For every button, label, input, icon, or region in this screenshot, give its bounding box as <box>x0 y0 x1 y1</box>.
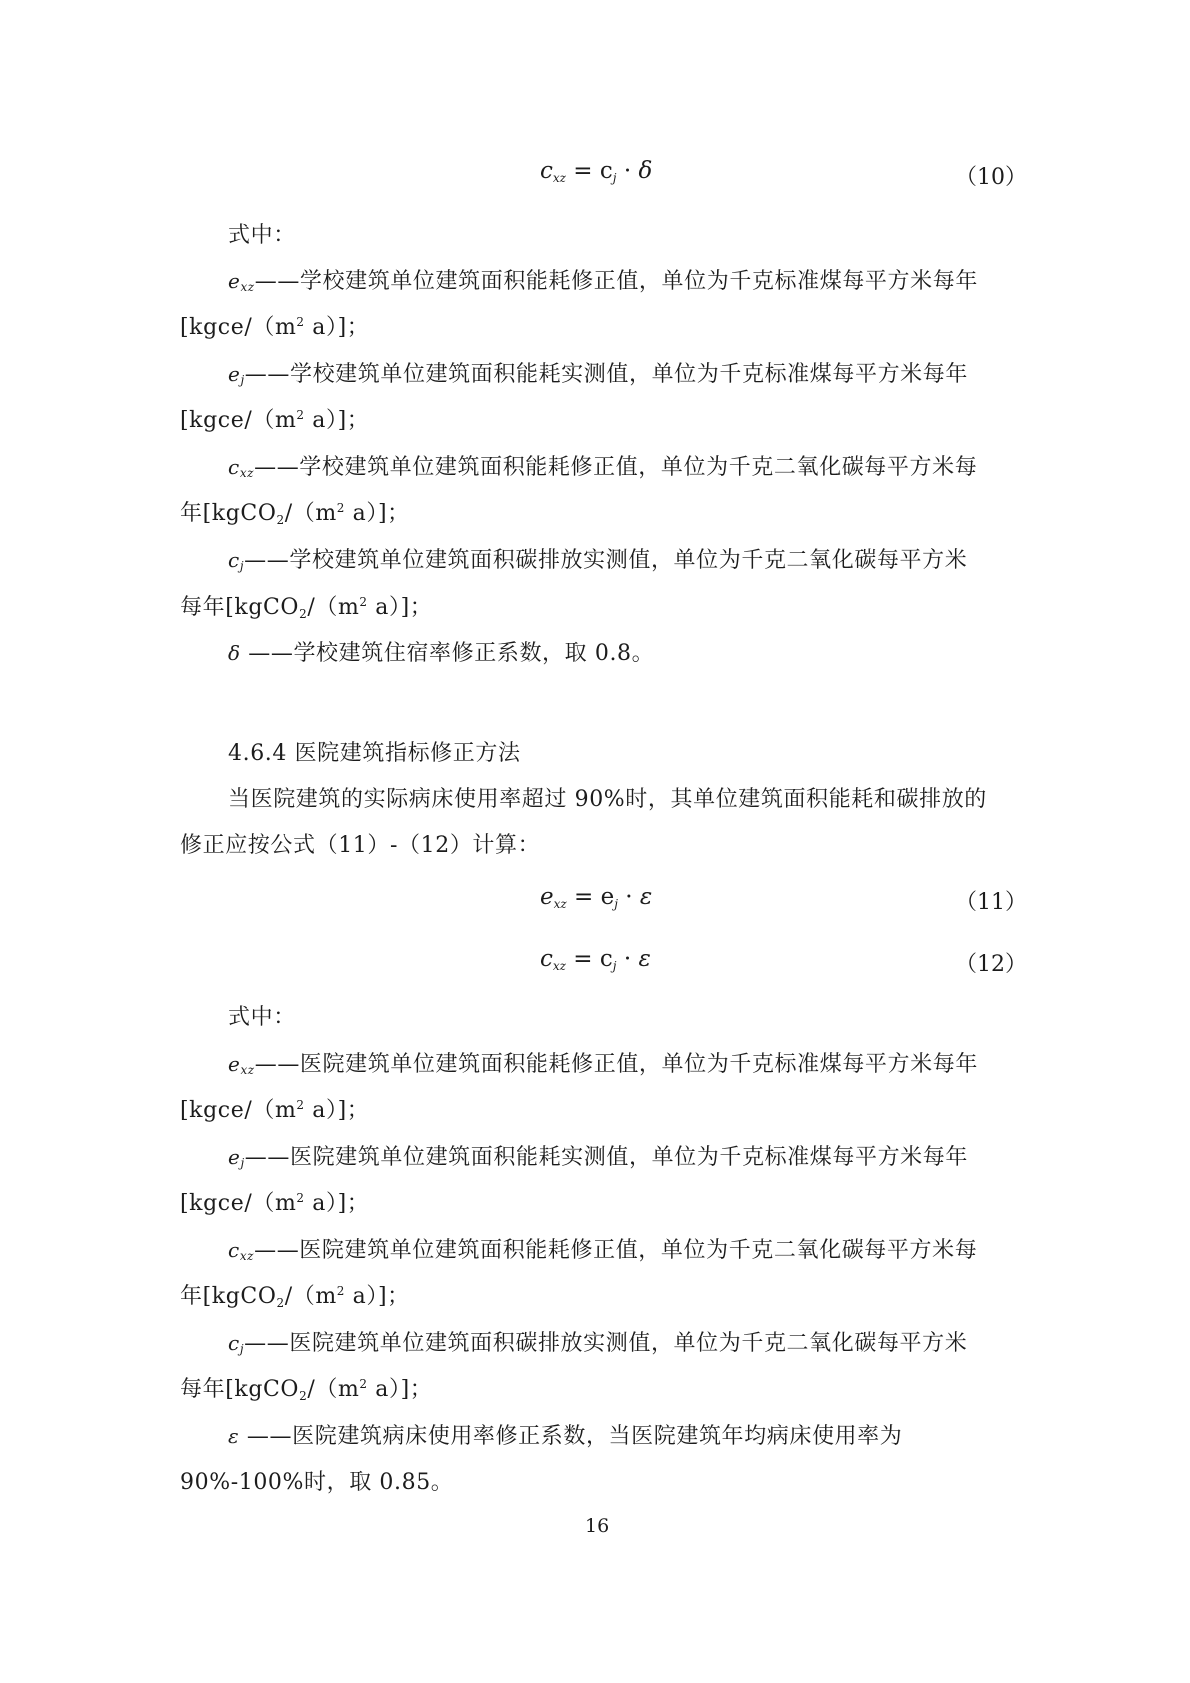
symbol <box>228 1145 245 1169</box>
symbol-sub: j <box>240 373 245 387</box>
eq-factor: ε <box>639 884 653 910</box>
unit-sup: 2 <box>296 1098 305 1112</box>
symbol-sub: xz <box>240 280 255 294</box>
definition-text: ——医院建筑单位建筑面积碳排放实测值，单位为千克二氧化碳每平方米 <box>244 1331 968 1356</box>
eq-dot: · <box>623 946 632 972</box>
unit-sub: 2 <box>299 607 308 621</box>
eq-rhs-sub: j <box>612 959 617 973</box>
unit-sup: 2 <box>296 1191 305 1205</box>
definition-text: ——学校建筑单位建筑面积能耗修正值，单位为千克二氧化碳每平方米每 <box>254 455 978 480</box>
definition-e-xz-school <box>228 264 978 295</box>
definition-text: ——学校建筑单位建筑面积能耗实测值，单位为千克标准煤每平方米每年 <box>244 362 968 387</box>
section-paragraph-line-1: 当医院建筑的实际病床使用率超过 90%时，其单位建筑面积能耗和碳排放的 <box>228 787 987 812</box>
equation-12 <box>540 946 651 973</box>
unit-part: a）]； <box>345 1284 410 1309</box>
symbol <box>228 1052 255 1076</box>
symbol <box>228 1238 254 1262</box>
unit-part: /（m <box>284 501 337 526</box>
unit-sup: 2 <box>296 315 305 329</box>
symbol-letter: e <box>228 269 241 293</box>
eq-lhs: e <box>540 884 554 910</box>
section-paragraph-line-2: 修正应按公式（11）-（12）计算： <box>180 833 541 858</box>
unit-part: a）]； <box>304 408 370 433</box>
where-label: 式中： <box>228 1005 296 1030</box>
page-number: 16 <box>585 1515 610 1537</box>
symbol-sub: j <box>239 559 245 573</box>
unit-sub: 2 <box>276 513 285 527</box>
unit-line <box>180 496 410 527</box>
definition-text: ——医院建筑单位建筑面积能耗修正值，单位为千克二氧化碳每平方米每 <box>254 1238 978 1263</box>
definition-text: ——学校建筑单位建筑面积碳排放实测值，单位为千克二氧化碳每平方米 <box>244 548 968 573</box>
definition-c-j-school <box>228 543 967 574</box>
symbol-letter: c <box>228 1331 240 1355</box>
symbol <box>228 269 255 293</box>
unit-part: 每年[kgCO <box>180 595 300 620</box>
definition-e-j-hospital <box>228 1140 968 1171</box>
eq-lhs: c <box>540 158 553 184</box>
equation-11 <box>540 884 652 911</box>
definition-text: ——医院建筑单位建筑面积能耗修正值，单位为千克标准煤每平方米每年 <box>254 1052 978 1077</box>
eq-factor: ε <box>638 946 651 972</box>
unit-sup: 2 <box>359 595 368 609</box>
eq-rhs-sub: j <box>614 897 618 911</box>
eq-lhs-sub: xz <box>553 897 567 911</box>
symbol-letter: c <box>228 548 240 572</box>
unit-part: 年[kgCO <box>180 501 277 526</box>
unit-part: 年[kgCO <box>180 1284 277 1309</box>
symbol-sub: xz <box>239 466 255 480</box>
symbol: δ <box>228 641 241 665</box>
definition-text: ——学校建筑单位建筑面积能耗修正值，单位为千克标准煤每平方米每年 <box>254 269 978 294</box>
definition-text: ——医院建筑单位建筑面积能耗实测值，单位为千克标准煤每平方米每年 <box>244 1145 968 1170</box>
unit-part: 每年[kgCO <box>180 1377 300 1402</box>
unit-line <box>180 1093 369 1124</box>
unit-part: a）]； <box>345 501 410 526</box>
symbol <box>228 548 244 572</box>
symbol <box>228 362 245 386</box>
symbol-sub: j <box>240 1156 245 1170</box>
eq-dot: · <box>623 158 632 184</box>
symbol-sub: xz <box>240 1063 255 1077</box>
unit-part: a）]； <box>304 1191 370 1216</box>
eq-lhs-sub: xz <box>552 959 566 973</box>
symbol-letter: e <box>228 1145 241 1169</box>
eq-op: = c <box>573 946 613 972</box>
symbol-letter: c <box>228 455 240 479</box>
symbol: ε <box>228 1424 240 1448</box>
eq-factor: δ <box>638 158 653 184</box>
unit-line <box>180 1279 410 1310</box>
unit-part: a）]； <box>367 595 433 620</box>
definition-c-xz-hospital <box>228 1233 977 1264</box>
unit-line <box>180 1372 432 1403</box>
unit-sup: 2 <box>296 408 305 422</box>
eq-lhs: c <box>540 946 553 972</box>
equation-number-12: （12） <box>955 952 1027 977</box>
unit-part: a）]； <box>304 315 370 340</box>
definition-e-xz-hospital <box>228 1047 978 1078</box>
eq-lhs-sub: xz <box>552 171 566 185</box>
unit-sub: 2 <box>276 1296 285 1310</box>
symbol-letter: e <box>228 362 241 386</box>
eq-rhs-sub: j <box>612 171 617 185</box>
definition-epsilon-hospital <box>228 1419 902 1450</box>
eq-op: = c <box>573 158 613 184</box>
unit-sup: 2 <box>336 1284 346 1298</box>
unit-part: /（m <box>307 1377 360 1402</box>
equation-10 <box>540 158 652 185</box>
unit-part: /（m <box>307 595 360 620</box>
unit-line <box>180 590 432 621</box>
definition-e-j-school <box>228 357 968 388</box>
unit-part: [kgce/（m <box>180 408 297 433</box>
unit-sub: 2 <box>299 1389 308 1403</box>
unit-sup: 2 <box>336 501 346 515</box>
symbol <box>228 455 254 479</box>
unit-sup: 2 <box>359 1377 368 1391</box>
symbol-letter: c <box>228 1238 240 1262</box>
equation-number-11: （11） <box>955 890 1027 915</box>
symbol <box>228 1331 244 1355</box>
unit-part: /（m <box>284 1284 337 1309</box>
symbol-letter: e <box>228 1052 241 1076</box>
definition-c-j-hospital <box>228 1326 967 1357</box>
symbol-sub: xz <box>239 1249 255 1263</box>
unit-part: [kgce/（m <box>180 315 297 340</box>
unit-part: a）]； <box>367 1377 433 1402</box>
equation-number-10: （10） <box>955 165 1027 190</box>
section-heading: 4.6.4 医院建筑指标修正方法 <box>228 741 521 766</box>
symbol-sub: j <box>239 1342 245 1356</box>
unit-part: [kgce/（m <box>180 1191 297 1216</box>
unit-part: [kgce/（m <box>180 1098 297 1123</box>
unit-line <box>180 403 369 434</box>
definition-delta-school <box>228 636 654 667</box>
unit-line <box>180 310 369 341</box>
eq-dot: · <box>625 884 633 910</box>
unit-line <box>180 1186 369 1217</box>
eq-op: = e <box>574 884 615 910</box>
unit-part: a）]； <box>304 1098 370 1123</box>
definition-c-xz-school <box>228 450 977 481</box>
definition-epsilon-continuation: 90%-100%时，取 0.85。 <box>180 1470 454 1495</box>
definition-text: ——医院建筑病床使用率修正系数，当医院建筑年均病床使用率为 <box>239 1424 903 1449</box>
definition-text: ——学校建筑住宿率修正系数，取 0.8。 <box>240 641 655 666</box>
where-label: 式中： <box>228 223 296 248</box>
